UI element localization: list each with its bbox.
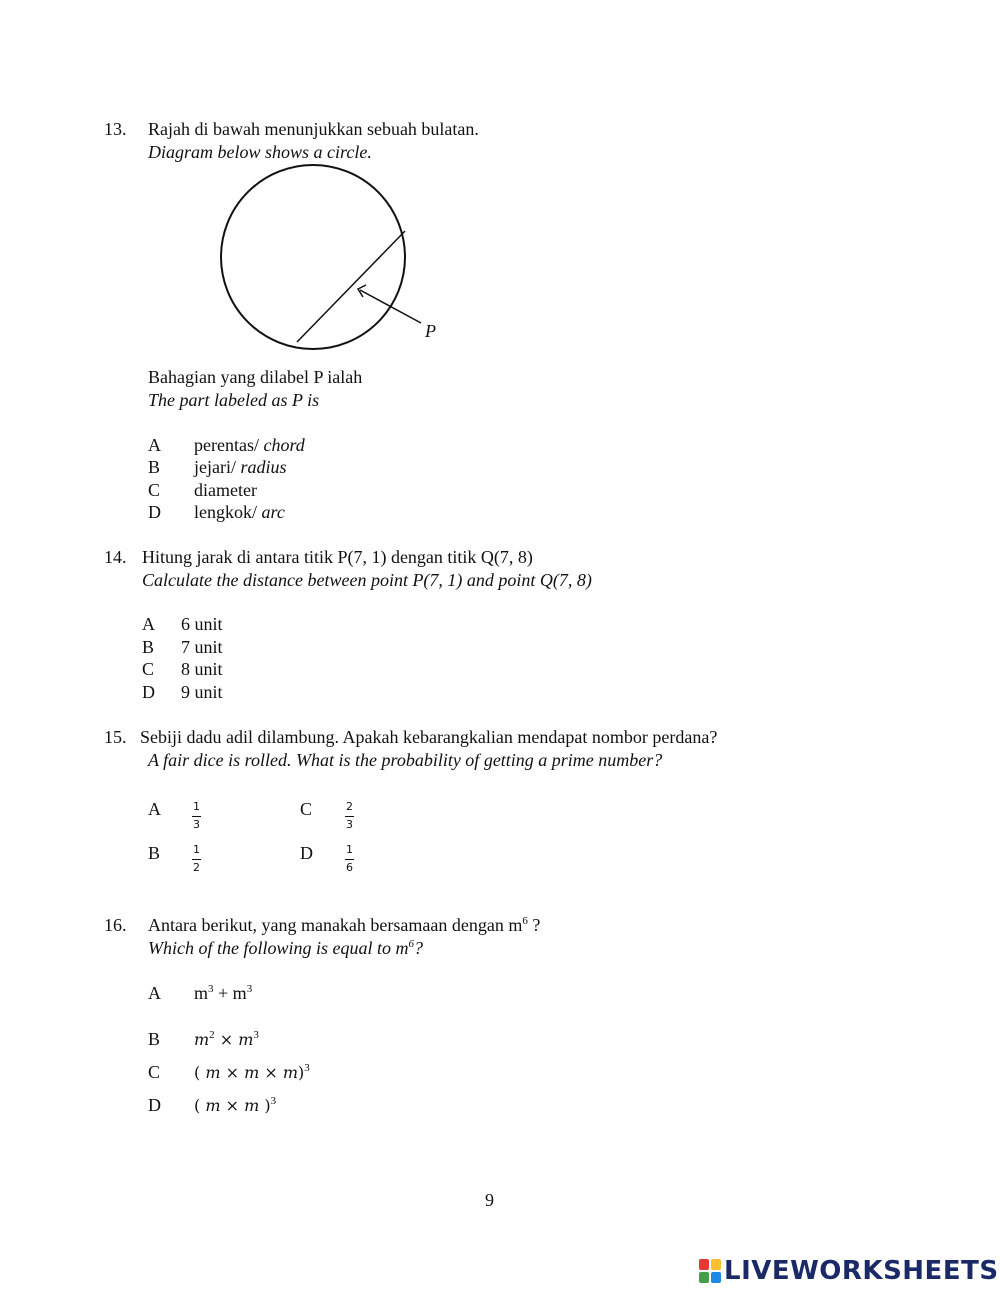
q13-option-letter[interactable]: D bbox=[148, 502, 161, 522]
q13-option-d[interactable]: lengkok/ arc bbox=[194, 502, 285, 522]
page-number: 9 bbox=[485, 1190, 494, 1210]
q15-number: 15. bbox=[104, 727, 127, 747]
q14-text-ms: Hitung jarak di antara titik P(7, 1) dengan titik Q(7, 8) bbox=[142, 547, 533, 567]
label-arrow bbox=[360, 290, 421, 323]
q15-option-d[interactable] bbox=[345, 836, 354, 874]
liveworksheets-logo[interactable] bbox=[698, 1256, 999, 1286]
q14-number: 14. bbox=[104, 547, 127, 567]
q14-option-letter[interactable]: B bbox=[142, 637, 155, 657]
q16-option-letter[interactable]: A bbox=[148, 983, 161, 1003]
q13-number: 13. bbox=[104, 119, 127, 139]
q14-option-d[interactable]: 9 unit bbox=[181, 682, 223, 702]
q16-option-d[interactable]: ( m × m )$^3$ bbox=[194, 1095, 277, 1115]
q14-text-en: Calculate the distance between point P(7, 1) and point Q(7, 8) bbox=[142, 570, 592, 590]
q13-option-letter[interactable]: A bbox=[148, 435, 161, 455]
q14-option-letter[interactable]: D bbox=[142, 682, 155, 702]
fraction: $\frac{2}{3}$ bbox=[346, 800, 353, 831]
logo-blocks-icon bbox=[698, 1258, 722, 1284]
q13-option-b[interactable]: jejari/ radius bbox=[194, 457, 287, 477]
q15-option-b[interactable] bbox=[192, 836, 201, 874]
q15-option-c[interactable] bbox=[345, 793, 354, 831]
q15-option-letter[interactable]: C bbox=[300, 799, 313, 819]
q15-option-letter[interactable]: D bbox=[300, 843, 313, 863]
q14-option-c[interactable]: 8 unit bbox=[181, 659, 223, 679]
fraction: $\frac{1}{3}$ bbox=[193, 800, 200, 831]
q13-prompt-en: The part labeled as P is bbox=[148, 390, 320, 410]
q13-option-c[interactable]: diameter bbox=[194, 480, 257, 500]
q13-text-en: Diagram below shows a circle. bbox=[148, 142, 372, 162]
q16-option-letter[interactable]: C bbox=[148, 1062, 161, 1082]
logo-block bbox=[711, 1259, 721, 1270]
circle-diagram bbox=[0, 0, 1000, 400]
logo-block bbox=[699, 1259, 709, 1270]
q14-option-a[interactable]: 6 unit bbox=[181, 614, 223, 634]
q13-option-a[interactable]: perentas/ chord bbox=[194, 435, 305, 455]
q13-option-letter[interactable]: C bbox=[148, 480, 161, 500]
q14-option-letter[interactable]: A bbox=[142, 614, 155, 634]
q16-option-a[interactable]: $m^3 + m^3$ bbox=[194, 983, 253, 1003]
q16-text-en: Which of the following is equal to $m^6$? bbox=[148, 938, 423, 958]
q15-text-en: A fair dice is rolled. What is the probability of getting a prime number? bbox=[148, 750, 663, 770]
fraction: $\frac{1}{2}$ bbox=[193, 843, 200, 874]
q13-text-ms: Rajah di bawah menunjukkan sebuah bulatan. bbox=[148, 119, 479, 139]
q16-option-letter[interactable]: D bbox=[148, 1095, 161, 1115]
q15-option-letter[interactable]: B bbox=[148, 843, 161, 863]
q14-option-letter[interactable]: C bbox=[142, 659, 155, 679]
q16-option-b[interactable]: $m^2 \times m^3$ bbox=[194, 1029, 259, 1049]
chord-line bbox=[297, 231, 405, 342]
q15-option-letter[interactable]: A bbox=[148, 799, 161, 819]
q13-prompt-ms: Bahagian yang dilabel P ialah bbox=[148, 367, 363, 387]
q15-option-a[interactable] bbox=[192, 793, 201, 831]
circle-shape bbox=[221, 165, 405, 349]
q16-text-ms: Antara berikut, yang manakah bersamaan dengan $m^6$ ? bbox=[148, 915, 541, 935]
q15-text-ms: Sebiji dadu adil dilambung. Apakah kebarangkalian mendapat nombor perdana? bbox=[140, 727, 718, 747]
logo-text: LIVEWORKSHEETS bbox=[724, 1256, 999, 1286]
q16-option-letter[interactable]: B bbox=[148, 1029, 161, 1049]
q13-option-letter[interactable]: B bbox=[148, 457, 161, 477]
q16-option-c[interactable]: ( m × m × m)$^3$ bbox=[194, 1062, 310, 1082]
label-p: P bbox=[425, 321, 436, 341]
fraction: $\frac{1}{6}$ bbox=[346, 843, 353, 874]
q14-option-b[interactable]: 7 unit bbox=[181, 637, 223, 657]
logo-block bbox=[699, 1272, 709, 1283]
logo-block bbox=[711, 1272, 721, 1283]
q16-number: 16. bbox=[104, 915, 127, 935]
